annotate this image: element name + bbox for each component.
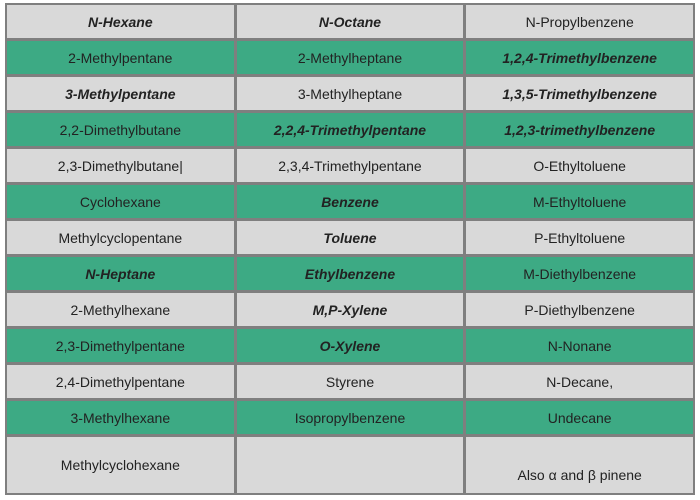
table-cell: 1,3,5-Trimethylbenzene: [466, 77, 693, 110]
table-cell: Methylcyclopentane: [7, 221, 234, 254]
table-cell: Methylcyclohexane: [7, 437, 234, 493]
table-cell: N-Propylbenzene: [466, 5, 693, 38]
table-cell: Cyclohexane: [7, 185, 234, 218]
table-cell: Styrene: [237, 365, 464, 398]
table-row: [7, 113, 693, 146]
table-row: [7, 437, 693, 493]
table-cell: Undecane: [466, 401, 693, 434]
table-cell: 2,2,4-Trimethylpentane: [237, 113, 464, 146]
table-cell: 3-Methylpentane: [7, 77, 234, 110]
compound-table-container: [5, 3, 695, 495]
table-body: [7, 5, 693, 493]
table-cell: 1,2,3-trimethylbenzene: [466, 113, 693, 146]
table-row: [7, 293, 693, 326]
compound-table: [4, 2, 696, 496]
table-row: [7, 77, 693, 110]
table-cell: Toluene: [237, 221, 464, 254]
table-cell: 2,4-Dimethylpentane: [7, 365, 234, 398]
table-row: [7, 221, 693, 254]
table-cell: P-Diethylbenzene: [466, 293, 693, 326]
table-cell: 3-Methylheptane: [237, 77, 464, 110]
table-cell: M-Diethylbenzene: [466, 257, 693, 290]
table-cell: N-Hexane: [7, 5, 234, 38]
table-cell: 2,2-Dimethylbutane: [7, 113, 234, 146]
table-cell: M-Ethyltoluene: [466, 185, 693, 218]
table-cell: Also α and β pinene: [466, 437, 693, 493]
table-cell: 2,3-Dimethylpentane: [7, 329, 234, 362]
table-cell: 2-Methylpentane: [7, 41, 234, 74]
table-cell-empty: [237, 437, 464, 493]
table-cell: N-Decane,: [466, 365, 693, 398]
table-cell: 2-Methylheptane: [237, 41, 464, 74]
table-row: [7, 257, 693, 290]
table-cell: 3-Methylhexane: [7, 401, 234, 434]
table-cell: P-Ethyltoluene: [466, 221, 693, 254]
table-cell: 1,2,4-Trimethylbenzene: [466, 41, 693, 74]
table-row: [7, 185, 693, 218]
table-cell: M,P-Xylene: [237, 293, 464, 326]
table-cell: O-Ethyltoluene: [466, 149, 693, 182]
table-cell: N-Heptane: [7, 257, 234, 290]
table-cell: 2-Methylhexane: [7, 293, 234, 326]
table-row: [7, 401, 693, 434]
table-cell: Benzene: [237, 185, 464, 218]
table-row: [7, 5, 693, 38]
table-cell: O-Xylene: [237, 329, 464, 362]
table-cell: N-Nonane: [466, 329, 693, 362]
table-row: [7, 365, 693, 398]
table-row: [7, 41, 693, 74]
table-cell: Isopropylbenzene: [237, 401, 464, 434]
table-row: [7, 329, 693, 362]
table-cell: N-Octane: [237, 5, 464, 38]
table-cell: Ethylbenzene: [237, 257, 464, 290]
table-row: [7, 149, 693, 182]
table-cell: 2,3-Dimethylbutane|: [7, 149, 234, 182]
table-cell: 2,3,4-Trimethylpentane: [237, 149, 464, 182]
